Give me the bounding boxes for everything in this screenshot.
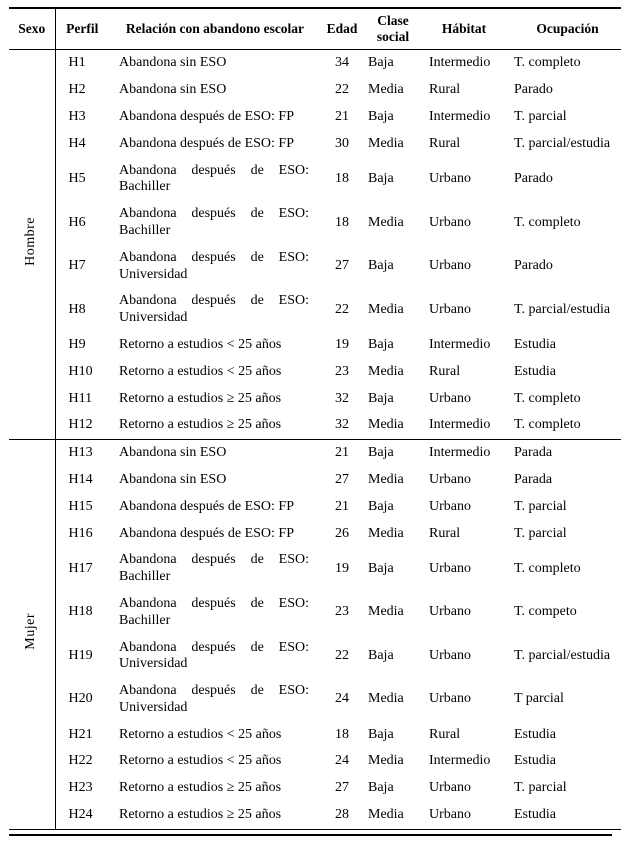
cell-perfil: H18 <box>68 604 93 620</box>
cell-habitat: Urbano <box>429 780 471 796</box>
cell-perfil: H5 <box>68 170 86 186</box>
cell-habitat: Urbano <box>429 214 471 230</box>
table-row <box>9 802 621 829</box>
cell-clase: Baja <box>368 560 394 576</box>
cell-habitat: Intermedio <box>429 753 491 769</box>
cell-edad: 21 <box>335 498 349 514</box>
cell-relacion: Abandona después de ESO: Universidad <box>119 249 309 282</box>
cell-clase: Media <box>368 753 404 769</box>
cell-ocupacion: Estudia <box>514 336 556 352</box>
cell-relacion: Abandona sin ESO <box>119 471 227 487</box>
cell-edad: 23 <box>335 604 349 620</box>
cell-relacion: Retorno a estudios ≥ 25 años <box>119 390 282 406</box>
cell-habitat: Rural <box>429 82 461 98</box>
cell-ocupacion: T. parcial/estudia <box>514 135 611 151</box>
header-edad: Edad <box>321 8 363 50</box>
cell-habitat: Urbano <box>429 647 471 663</box>
table-row <box>9 50 621 77</box>
cell-edad: 28 <box>335 807 349 823</box>
cell-habitat: Urbano <box>429 471 471 487</box>
cell-ocupacion: Estudia <box>514 807 556 823</box>
cell-relacion: Retorno a estudios ≥ 25 años <box>119 417 282 433</box>
cell-relacion: Abandona después de ESO: FP <box>119 108 294 124</box>
cell-clase: Baja <box>368 55 394 71</box>
cell-clase: Baja <box>368 258 394 274</box>
cell-relacion: Abandona sin ESO <box>119 55 227 71</box>
cell-habitat: Urbano <box>429 498 471 514</box>
cell-habitat: Rural <box>429 135 461 151</box>
table-row <box>9 722 621 749</box>
cell-ocupacion: Parada <box>514 471 553 487</box>
cell-relacion: Retorno a estudios < 25 años <box>119 363 282 379</box>
cell-habitat: Urbano <box>429 170 471 186</box>
cell-edad: 18 <box>335 214 349 230</box>
cell-habitat: Urbano <box>429 560 471 576</box>
cell-edad: 22 <box>335 301 349 317</box>
cell-edad: 19 <box>335 336 349 352</box>
cell-relacion: Abandona sin ESO <box>119 82 227 98</box>
table-row <box>9 494 621 521</box>
table-row <box>9 201 621 245</box>
cell-habitat: Urbano <box>429 807 471 823</box>
cell-perfil: H6 <box>68 214 86 230</box>
cell-perfil: H8 <box>68 301 86 317</box>
table-row <box>9 748 621 775</box>
cell-perfil: H11 <box>68 390 93 406</box>
cell-habitat: Urbano <box>429 604 471 620</box>
cell-relacion: Abandona después de ESO: Universidad <box>119 683 309 715</box>
table-row <box>9 332 621 359</box>
header-clase: Clase social <box>363 8 423 50</box>
cell-clase: Baja <box>368 170 394 186</box>
cell-clase: Media <box>368 214 404 230</box>
cell-clase: Media <box>368 417 404 433</box>
cell-edad: 32 <box>335 417 349 433</box>
cell-clase: Media <box>368 525 404 541</box>
table-row <box>9 77 621 104</box>
header-relacion: Relación con abandono escolar <box>109 8 321 50</box>
group-hombre <box>9 50 621 440</box>
table-row <box>9 386 621 413</box>
group-mujer <box>9 440 621 830</box>
header-perfil: Perfil <box>55 8 109 50</box>
header-habitat: Hábitat <box>423 8 505 50</box>
table-row <box>9 591 621 635</box>
cell-perfil: H9 <box>68 336 86 352</box>
cell-edad: 32 <box>335 390 349 406</box>
table-row <box>9 678 621 722</box>
cell-edad: 21 <box>321 440 363 467</box>
cell-clase: Media <box>368 135 404 151</box>
cell-clase: Media <box>368 82 404 98</box>
cell-perfil: H13 <box>55 440 109 467</box>
cell-perfil: H2 <box>68 82 86 98</box>
group-label-text: Hombre <box>23 217 39 267</box>
cell-perfil: H7 <box>68 258 86 274</box>
cell-habitat: Urbano <box>429 390 471 406</box>
cell-ocupacion: T. parcial <box>514 780 567 796</box>
cell-clase: Baja <box>368 498 394 514</box>
header-sexo: Sexo <box>9 8 55 50</box>
cell-edad: 30 <box>335 135 349 151</box>
cell-relacion: Retorno a estudios < 25 años <box>119 753 282 769</box>
cell-perfil: H1 <box>68 55 86 71</box>
cell-habitat: Intermedio <box>429 417 491 433</box>
cell-ocupacion: T. completo <box>514 214 581 230</box>
cell-habitat: Intermedio <box>429 108 491 124</box>
cell-clase: Baja <box>363 440 423 467</box>
cell-relacion: Abandona sin ESO <box>109 440 321 467</box>
group-label-text: Mujer <box>23 613 39 650</box>
header-ocupacion: Ocupación <box>505 8 621 50</box>
cell-ocupacion: T. parcial <box>514 498 567 514</box>
cell-ocupacion: T. parcial/estudia <box>514 301 611 317</box>
cell-relacion: Retorno a estudios < 25 años <box>119 336 282 352</box>
cell-relacion: Retorno a estudios ≥ 25 años <box>119 780 282 796</box>
cell-relacion: Abandona después de ESO: Bachiller <box>119 595 309 628</box>
cell-edad: 23 <box>335 363 349 379</box>
cell-relacion: Abandona después de ESO: Bachiller <box>119 552 309 585</box>
table-row <box>9 467 621 494</box>
cell-perfil: H10 <box>68 363 93 379</box>
cell-relacion: Abandona después de ESO: FP <box>119 498 294 514</box>
cell-ocupacion: T. competo <box>514 604 577 620</box>
cell-perfil: H12 <box>68 417 93 433</box>
table-row <box>9 288 621 332</box>
cell-ocupacion: Parado <box>514 82 553 98</box>
cell-clase: Media <box>368 471 404 487</box>
cell-relacion: Abandona después de ESO: Universidad <box>119 293 309 326</box>
table-row <box>9 775 621 802</box>
cell-relacion: Abandona después de ESO: Universidad <box>119 639 309 672</box>
table-row <box>9 547 621 591</box>
cell-edad: 26 <box>335 525 349 541</box>
cell-clase: Media <box>368 301 404 317</box>
cell-ocupacion: T. completo <box>514 560 581 576</box>
cell-ocupacion: T. completo <box>514 55 581 71</box>
table-row <box>9 521 621 548</box>
cell-clase: Baja <box>368 108 394 124</box>
cell-ocupacion: T parcial <box>514 691 564 707</box>
table-row <box>9 245 621 289</box>
cell-edad: 27 <box>335 258 349 274</box>
cell-ocupacion: Estudia <box>514 726 556 742</box>
cell-edad: 18 <box>335 170 349 186</box>
cell-habitat: Urbano <box>429 691 471 707</box>
cell-clase: Media <box>368 604 404 620</box>
cell-ocupacion: Estudia <box>514 753 556 769</box>
header-row <box>9 8 621 50</box>
cell-ocupacion: T. completo <box>514 390 581 406</box>
cell-clase: Baja <box>368 336 394 352</box>
cell-edad: 27 <box>335 471 349 487</box>
cell-habitat: Rural <box>429 525 461 541</box>
cell-edad: 21 <box>335 108 349 124</box>
cell-perfil: H17 <box>68 560 93 576</box>
cell-perfil: H23 <box>68 780 93 796</box>
cell-edad: 22 <box>335 647 349 663</box>
cell-ocupacion: Parado <box>514 258 553 274</box>
group-label-cell <box>9 50 55 440</box>
cell-habitat: Rural <box>429 363 461 379</box>
cell-relacion: Abandona después de ESO: Bachiller <box>119 206 309 238</box>
cell-edad: 34 <box>335 55 349 71</box>
table-row <box>9 104 621 131</box>
cell-clase: Baja <box>368 726 394 742</box>
cell-clase: Baja <box>368 647 394 663</box>
cell-habitat: Intermedio <box>423 440 505 467</box>
table-header <box>9 8 621 50</box>
cell-relacion: Abandona después de ESO: Bachiller <box>119 162 309 195</box>
table-row <box>9 635 621 679</box>
cell-perfil: H15 <box>68 498 93 514</box>
cell-ocupacion: Estudia <box>514 363 556 379</box>
cell-perfil: H24 <box>68 807 93 823</box>
cell-edad: 22 <box>335 82 349 98</box>
table-bottom-rule <box>9 834 612 836</box>
cell-edad: 24 <box>335 691 349 707</box>
cell-perfil: H19 <box>68 647 93 663</box>
cell-habitat: Intermedio <box>429 55 491 71</box>
cell-relacion: Abandona después de ESO: FP <box>119 135 294 151</box>
cell-habitat: Rural <box>429 726 461 742</box>
cell-ocupacion: Parada <box>505 440 621 467</box>
cell-clase: Media <box>368 363 404 379</box>
table-row <box>9 131 621 158</box>
cell-habitat: Urbano <box>429 301 471 317</box>
cell-perfil: H16 <box>68 525 93 541</box>
cell-clase: Baja <box>368 390 394 406</box>
cell-relacion: Abandona después de ESO: FP <box>119 525 294 541</box>
cell-edad: 19 <box>335 560 349 576</box>
cell-clase: Media <box>368 807 404 823</box>
group-label-cell <box>9 440 55 830</box>
cell-ocupacion: T. parcial/estudia <box>514 647 611 663</box>
cell-relacion: Retorno a estudios < 25 años <box>119 726 282 742</box>
cell-clase: Baja <box>368 780 394 796</box>
cell-ocupacion: T. parcial <box>514 108 567 124</box>
cell-edad: 18 <box>335 726 349 742</box>
cell-clase: Media <box>368 691 404 707</box>
table-row <box>9 440 621 467</box>
cell-habitat: Urbano <box>429 258 471 274</box>
table-row <box>9 158 621 202</box>
cell-perfil: H3 <box>68 108 86 124</box>
cell-ocupacion: T. completo <box>514 417 581 433</box>
profiles-table <box>9 7 621 830</box>
table-row <box>9 412 621 439</box>
cell-relacion: Retorno a estudios ≥ 25 años <box>119 807 282 823</box>
cell-ocupacion: Parado <box>514 170 553 186</box>
cell-perfil: H4 <box>68 135 86 151</box>
cell-perfil: H14 <box>68 471 93 487</box>
cell-edad: 24 <box>335 753 349 769</box>
cell-habitat: Intermedio <box>429 336 491 352</box>
cell-perfil: H20 <box>68 691 93 707</box>
cell-ocupacion: T. parcial <box>514 525 567 541</box>
cell-edad: 27 <box>335 780 349 796</box>
cell-perfil: H22 <box>68 753 93 769</box>
table-row <box>9 359 621 386</box>
cell-perfil: H21 <box>68 726 93 742</box>
